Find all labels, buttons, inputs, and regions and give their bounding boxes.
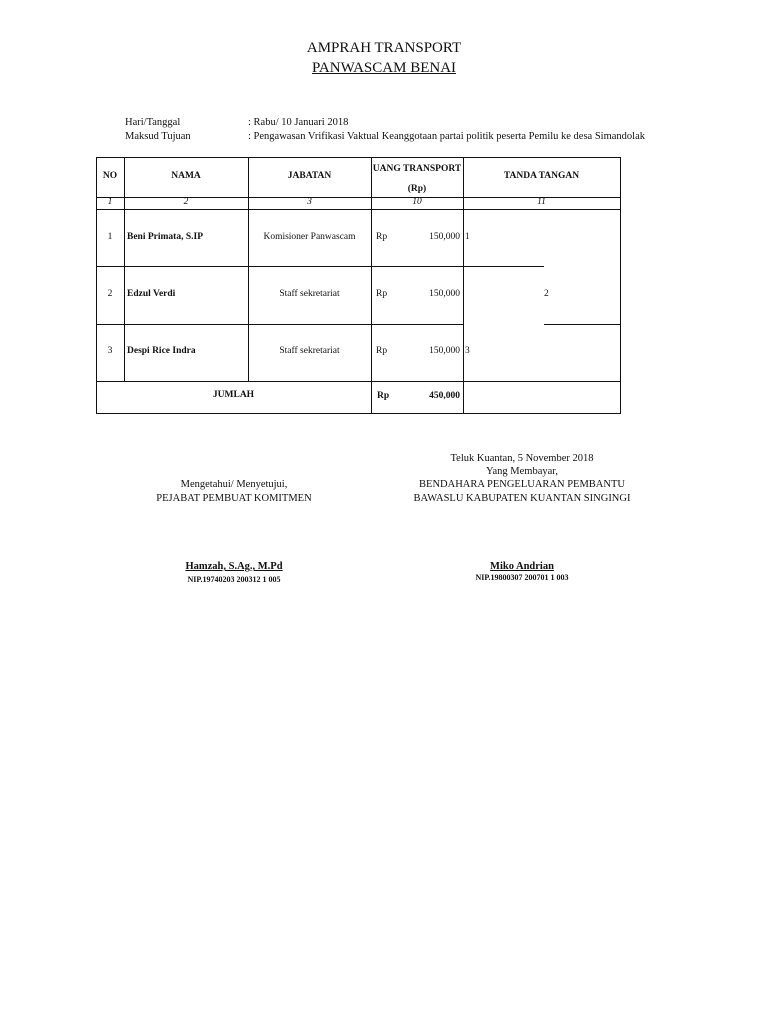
row-jabatan: Staff sekretariat <box>279 289 340 299</box>
col-number: 3 <box>307 197 312 207</box>
col-number: 10 <box>412 197 422 207</box>
header-tanda-tangan: TANDA TANGAN <box>503 171 580 181</box>
header-uang-rp: (Rp) <box>407 184 427 194</box>
row-no: 3 <box>107 346 113 356</box>
row-sign: 2 <box>544 289 549 299</box>
col-number: 1 <box>107 197 113 207</box>
document-title: AMPRAH TRANSPORT <box>306 40 462 56</box>
row-sign: 1 <box>465 232 470 242</box>
row-jabatan: Staff sekretariat <box>279 346 340 356</box>
row-currency: Rp <box>376 346 388 356</box>
purpose-label: Maksud Tujuan <box>125 131 191 142</box>
row-currency: Rp <box>376 232 388 242</box>
row-currency: Rp <box>376 289 388 299</box>
place-date: Teluk Kuantan, 5 November 2018 <box>450 453 594 464</box>
row-no: 2 <box>107 289 113 299</box>
col-number: 11 <box>537 197 546 207</box>
header-no: NO <box>102 171 118 181</box>
approver-role: Mengetahui/ Menyetujui, <box>180 479 288 490</box>
header-uang-transport: UANG TRANSPORT <box>372 164 462 174</box>
header-jabatan: JABATAN <box>287 171 332 181</box>
document-subtitle: PANWASCAM BENAI <box>311 60 457 76</box>
row-amount: 150,000 <box>429 346 460 356</box>
row-amount: 150,000 <box>429 232 460 242</box>
approver-title: PEJABAT PEMBUAT KOMITMEN <box>156 493 312 504</box>
total-currency: Rp <box>377 391 390 401</box>
approver-nip: NIP.19740203 200312 1 005 <box>187 575 281 584</box>
col-number: 2 <box>183 197 189 207</box>
row-jabatan: Komisioner Panwascam <box>263 232 356 242</box>
purpose-value: : Pengawasan Vrifikasi Vaktual Keanggotaan partai politik peserta Pemilu ke desa Simandolak <box>248 131 646 142</box>
row-sign: 3 <box>465 346 470 356</box>
payer-title: BENDAHARA PENGELUARAN PEMBANTU <box>419 479 625 490</box>
payer-nip: NIP.19800307 200701 1 003 <box>475 573 569 582</box>
row-nama: Despi Rice Indra <box>127 346 196 356</box>
row-nama: Edzul Verdi <box>127 289 176 299</box>
payer-office: BAWASLU KABUPATEN KUANTAN SINGINGI <box>413 493 631 504</box>
header-nama: NAMA <box>171 171 201 181</box>
total-label: JUMLAH <box>212 390 255 400</box>
payer-name: Miko Andrian <box>490 561 554 572</box>
total-amount: 450,000 <box>429 391 460 401</box>
approver-name: Hamzah, S.Ag., M.Pd <box>185 561 283 572</box>
payer-role: Yang Membayar, <box>485 466 558 477</box>
row-nama: Beni Primata, S.IP <box>127 232 203 242</box>
row-amount: 150,000 <box>429 289 460 299</box>
day-label: Hari/Tanggal <box>125 117 181 128</box>
day-value: : Rabu/ 10 Januari 2018 <box>248 117 349 128</box>
row-no: 1 <box>107 232 113 242</box>
